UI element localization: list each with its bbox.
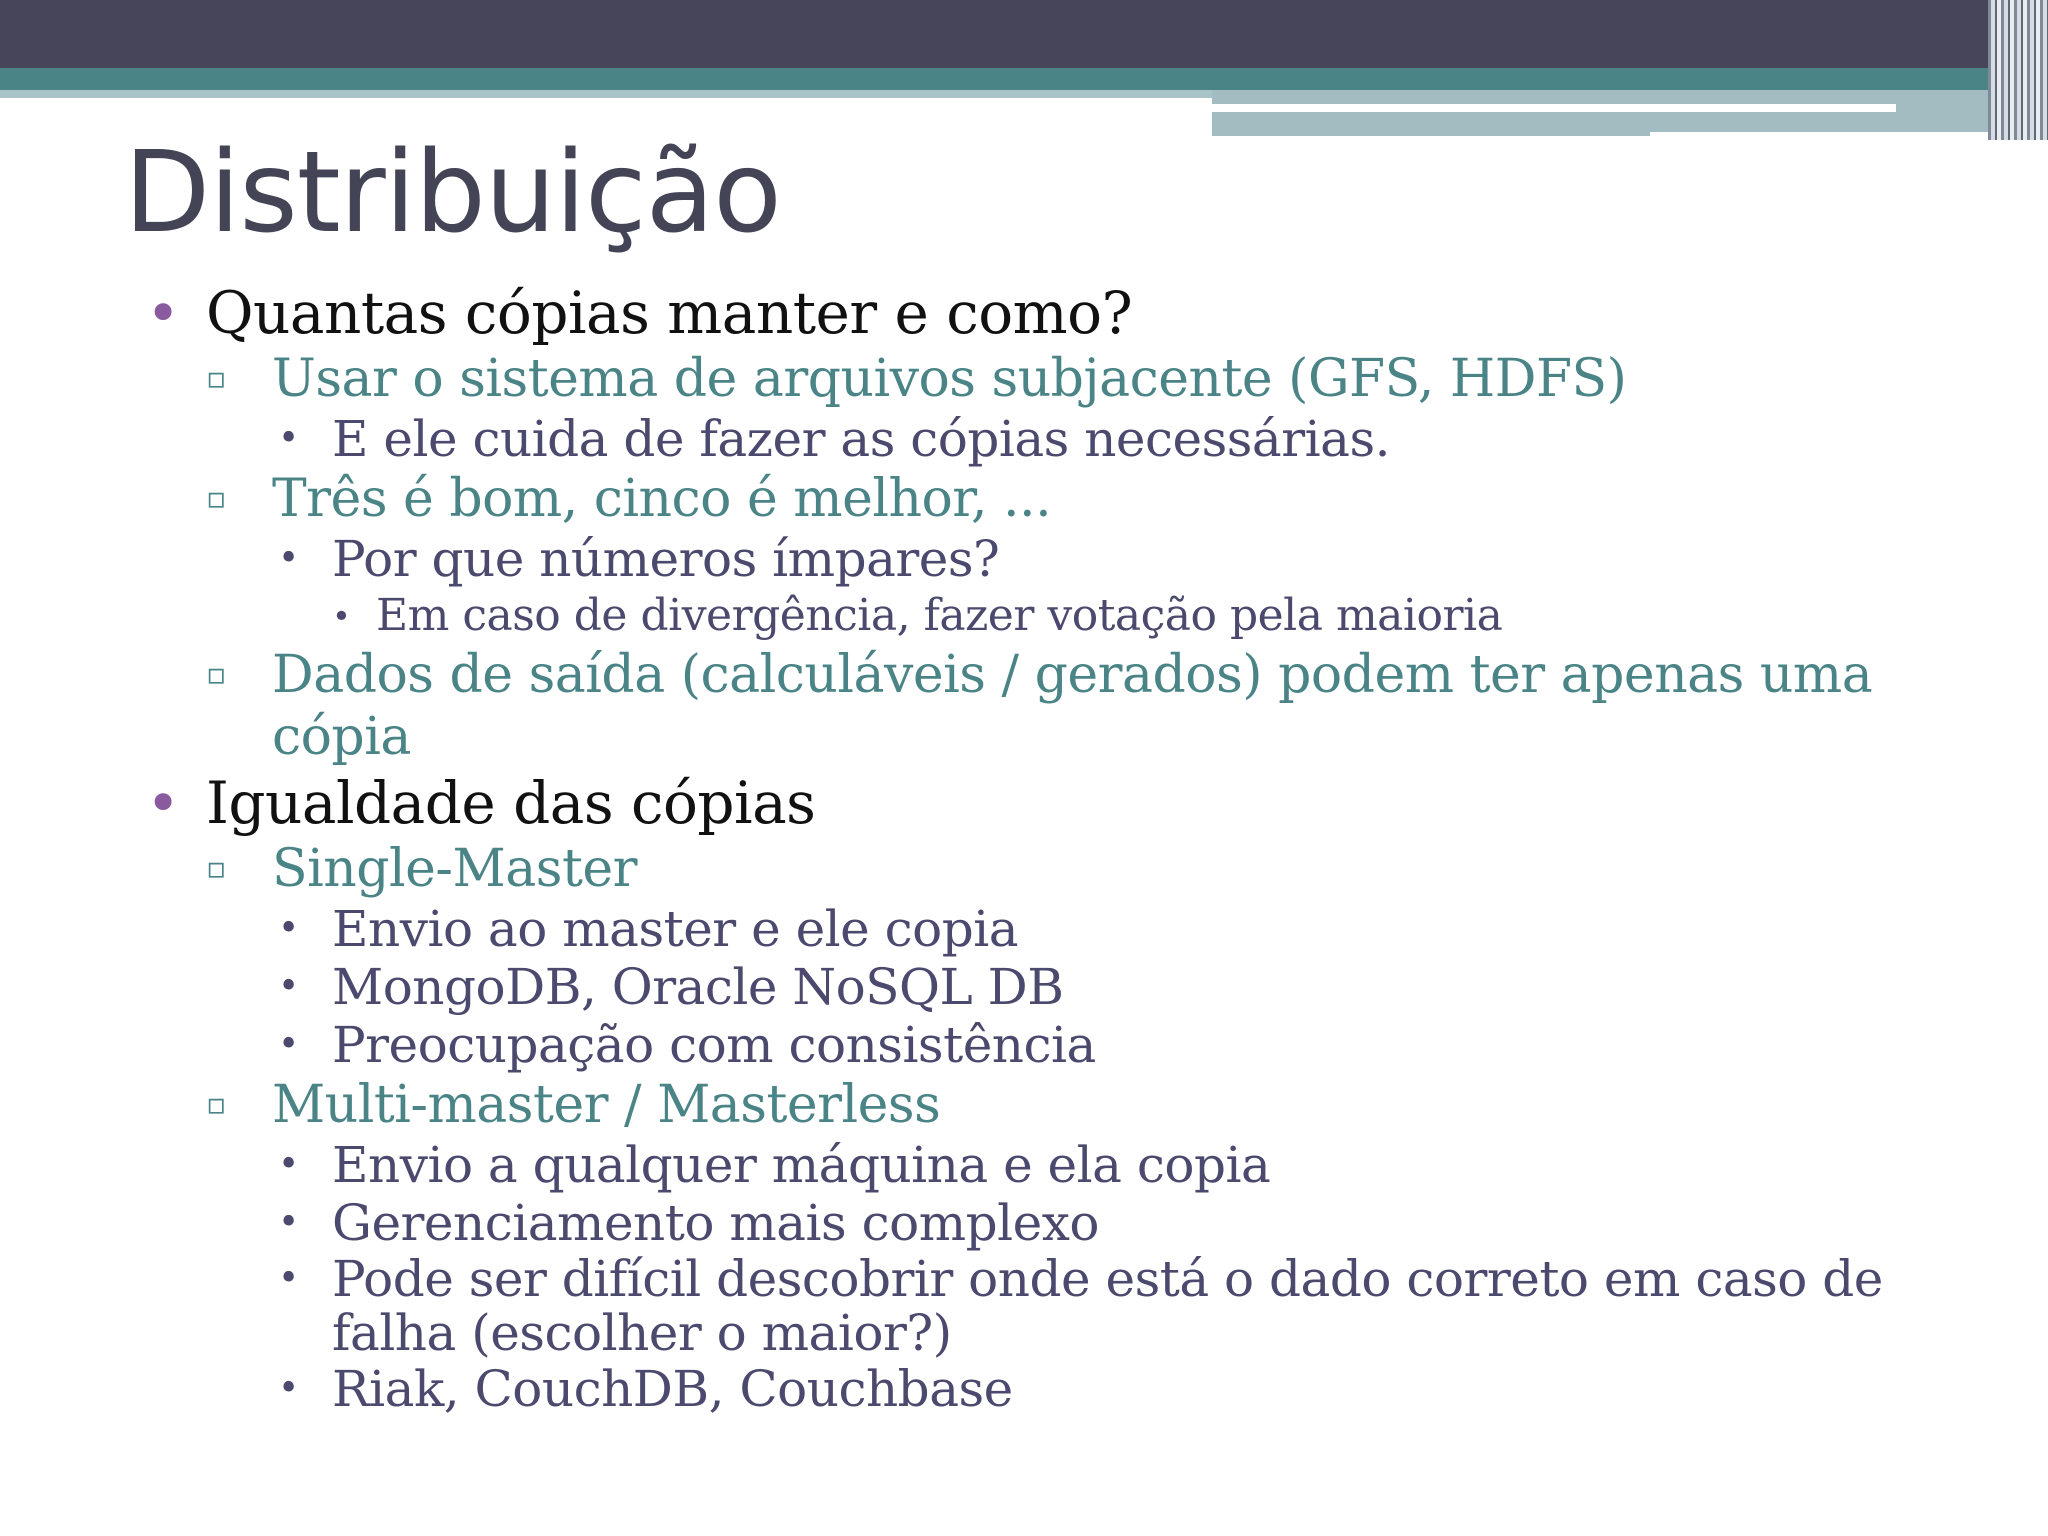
sub-list	[206, 348, 2020, 768]
list-item-text: E ele cuida de fazer as cópias necessárias.	[332, 410, 1390, 468]
list-item	[332, 588, 2020, 644]
header-band-right-block	[1212, 90, 2048, 136]
header-band-dark	[0, 0, 2048, 68]
bullet-icon: •	[278, 1258, 299, 1299]
list-item	[206, 644, 2020, 768]
bullet-icon: •	[278, 1368, 299, 1409]
list-item	[272, 1360, 2020, 1418]
square-bullet-icon: ▫	[206, 1087, 226, 1122]
list-item	[272, 900, 2020, 958]
list-item-text: Quantas cópias manter e como?	[206, 279, 1133, 347]
list-item	[272, 530, 2020, 644]
header-band-teal	[0, 68, 2048, 90]
list-item-text: Usar o sistema de arquivos subjacente (GFS, HDFS)	[272, 349, 1627, 409]
list-item	[272, 1194, 2020, 1252]
list-item-text: Gerenciamento mais complexo	[332, 1194, 1099, 1252]
bullet-icon: •	[278, 966, 299, 1007]
bullet-icon: •	[278, 1202, 299, 1243]
list-item-text: Em caso de divergência, fazer votação pela maioria	[376, 590, 1503, 641]
header-band-right-line	[1212, 104, 1896, 112]
list-item	[272, 1252, 2020, 1360]
bullet-icon: •	[278, 1024, 299, 1065]
bullet-icon: •	[278, 538, 299, 579]
bullet-list	[140, 278, 2020, 1418]
sub-list	[272, 530, 2020, 644]
list-item-text: Pode ser difícil descobrir onde está o dado correto em caso de falha (escolher o maior?)	[332, 1250, 1883, 1362]
sub-list	[332, 588, 2020, 644]
list-item	[140, 768, 2020, 1418]
list-item-text: Três é bom, cinco é melhor, ...	[272, 469, 1052, 529]
bullet-icon: •	[278, 1144, 299, 1185]
list-item	[206, 838, 2020, 1074]
square-bullet-icon: ▫	[206, 657, 226, 692]
list-item-text: Single-Master	[272, 839, 637, 899]
square-bullet-icon: ▫	[206, 361, 226, 396]
bullet-icon: •	[278, 418, 299, 459]
bullet-icon: •	[146, 769, 180, 837]
list-item-text: Dados de saída (calculáveis / gerados) podem ter apenas uma cópia	[272, 645, 1873, 767]
list-item-text: Envio ao master e ele copia	[332, 900, 1019, 958]
list-item-text: Preocupação com consistência	[332, 1016, 1096, 1074]
list-item-text: Igualdade das cópias	[206, 769, 816, 837]
bullet-icon: •	[278, 908, 299, 949]
header-band-light	[0, 90, 1212, 98]
list-item-text: Por que números ímpares?	[332, 530, 1000, 588]
square-bullet-icon: ▫	[206, 851, 226, 886]
slide-title: Distribuição	[124, 128, 781, 258]
list-item	[272, 1016, 2020, 1074]
slide-content	[140, 278, 2020, 1418]
list-item-text: Riak, CouchDB, Couchbase	[332, 1360, 1013, 1418]
sub-list	[272, 900, 2020, 1074]
list-item	[272, 1136, 2020, 1194]
list-item-text: Multi-master / Masterless	[272, 1075, 941, 1135]
list-item	[206, 468, 2020, 644]
list-item	[206, 348, 2020, 468]
list-item	[140, 278, 2020, 768]
sub-list	[272, 410, 2020, 468]
list-item	[272, 958, 2020, 1016]
list-item	[272, 410, 2020, 468]
list-item-text: Envio a qualquer máquina e ela copia	[332, 1136, 1271, 1194]
bullet-icon: •	[146, 279, 180, 347]
bullet-icon: •	[332, 597, 351, 635]
square-bullet-icon: ▫	[206, 481, 226, 516]
sub-list	[272, 1136, 2020, 1418]
list-item-text: MongoDB, Oracle NoSQL DB	[332, 958, 1064, 1016]
sub-list	[206, 838, 2020, 1418]
list-item	[206, 1074, 2020, 1418]
header-edge-stripes	[1988, 0, 2048, 140]
